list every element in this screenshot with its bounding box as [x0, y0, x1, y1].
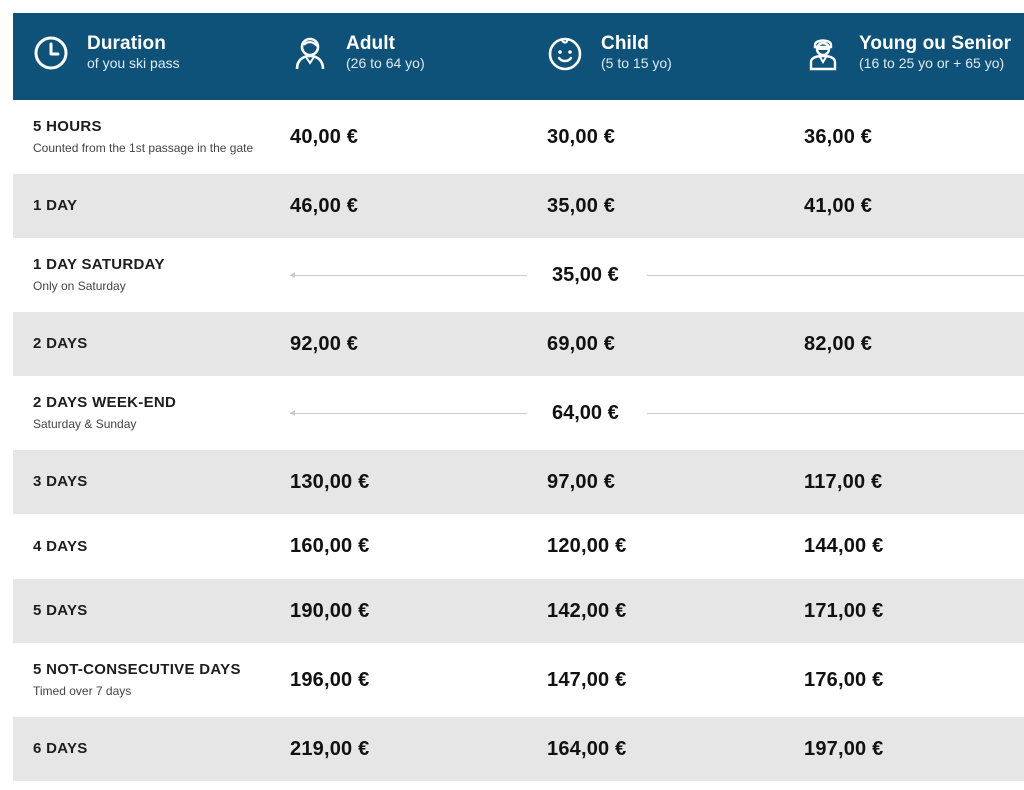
senior-price: 41,00 € — [804, 194, 873, 217]
header-senior — [805, 33, 1011, 72]
duration-label: 3 DAYS — [33, 473, 88, 490]
senior-price: 171,00 € — [804, 599, 884, 622]
duration-label: 1 DAY — [33, 197, 78, 214]
span-line-left — [290, 275, 527, 276]
span-line-right — [647, 413, 1024, 414]
child-price: 35,00 € — [547, 194, 616, 217]
duration-label: 4 DAYS — [33, 537, 88, 555]
adult-price: 160,00 € — [290, 535, 370, 557]
child-price: 142,00 € — [547, 599, 627, 622]
header-adult — [292, 33, 425, 72]
senior-price: 82,00 € — [804, 332, 873, 355]
header-senior-subtitle: (16 to 25 yo or + 65 yo) — [859, 55, 1005, 71]
all-ages-price: 64,00 € — [552, 401, 619, 424]
header-adult-title: Adult — [346, 33, 396, 54]
child-price: 69,00 € — [547, 332, 616, 355]
header-adult-subtitle: (26 to 64 yo) — [346, 55, 425, 71]
duration-note: Counted from the 1st passage in the gate — [33, 141, 254, 155]
senior-icon — [805, 35, 841, 71]
child-price: 30,00 € — [547, 125, 616, 148]
senior-price: 36,00 € — [804, 125, 873, 148]
duration-label: 1 DAY SATURDAY — [33, 256, 165, 273]
header-child — [547, 33, 672, 72]
duration-label: 2 DAYS — [33, 335, 88, 352]
table-header — [13, 13, 1024, 100]
senior-price: 176,00 € — [804, 668, 884, 691]
header-duration-subtitle: of you ski pass — [87, 55, 180, 71]
ski-pass-price-table — [13, 13, 1024, 781]
senior-price: 197,00 € — [804, 737, 884, 760]
child-price: 164,00 € — [547, 737, 627, 760]
duration-label: 5 DAYS — [33, 602, 88, 619]
table-row — [13, 717, 1024, 781]
table-row — [13, 579, 1024, 643]
table-row — [13, 312, 1024, 376]
duration-label: 6 DAYS — [33, 740, 88, 757]
child-price: 147,00 € — [547, 668, 627, 691]
header-child-title: Child — [601, 33, 649, 54]
duration-note: Saturday & Sunday — [33, 417, 137, 431]
span-line-right — [647, 275, 1024, 276]
table-row — [13, 514, 1024, 579]
duration-note: Only on Saturday — [33, 279, 126, 293]
adult-price: 130,00 € — [290, 470, 370, 493]
table-row — [13, 643, 1024, 717]
header-child-subtitle: (5 to 15 yo) — [601, 55, 672, 71]
table-row — [13, 174, 1024, 238]
child-face-icon — [547, 35, 583, 71]
table-row — [13, 238, 1024, 312]
senior-price: 144,00 € — [804, 535, 884, 557]
clock-icon — [33, 35, 69, 71]
table-row — [13, 376, 1024, 450]
all-ages-span — [290, 238, 1024, 312]
table-row — [13, 450, 1024, 514]
header-duration-title: Duration — [87, 33, 166, 54]
senior-price: 117,00 € — [804, 470, 883, 493]
all-ages-span — [290, 376, 1024, 450]
duration-label: 5 NOT-CONSECUTIVE DAYS — [33, 661, 241, 678]
span-line-left — [290, 413, 527, 414]
adult-price: 46,00 € — [290, 194, 359, 217]
adult-price: 219,00 € — [290, 737, 370, 760]
all-ages-price: 35,00 € — [552, 263, 619, 286]
adult-price: 196,00 € — [290, 668, 370, 691]
header-duration — [33, 33, 180, 72]
duration-label: 2 DAYS WEEK-END — [33, 394, 177, 411]
child-price: 120,00 € — [547, 535, 627, 557]
table-row — [13, 100, 1024, 174]
duration-note: Timed over 7 days — [33, 684, 132, 698]
adult-price: 92,00 € — [290, 332, 359, 355]
child-price: 97,00 € — [547, 470, 616, 493]
duration-label: 5 HOURS — [33, 118, 102, 135]
header-senior-title: Young ou Senior — [859, 33, 1012, 54]
adult-price: 190,00 € — [290, 599, 370, 622]
adult-icon — [292, 35, 328, 71]
adult-price: 40,00 € — [290, 125, 359, 148]
